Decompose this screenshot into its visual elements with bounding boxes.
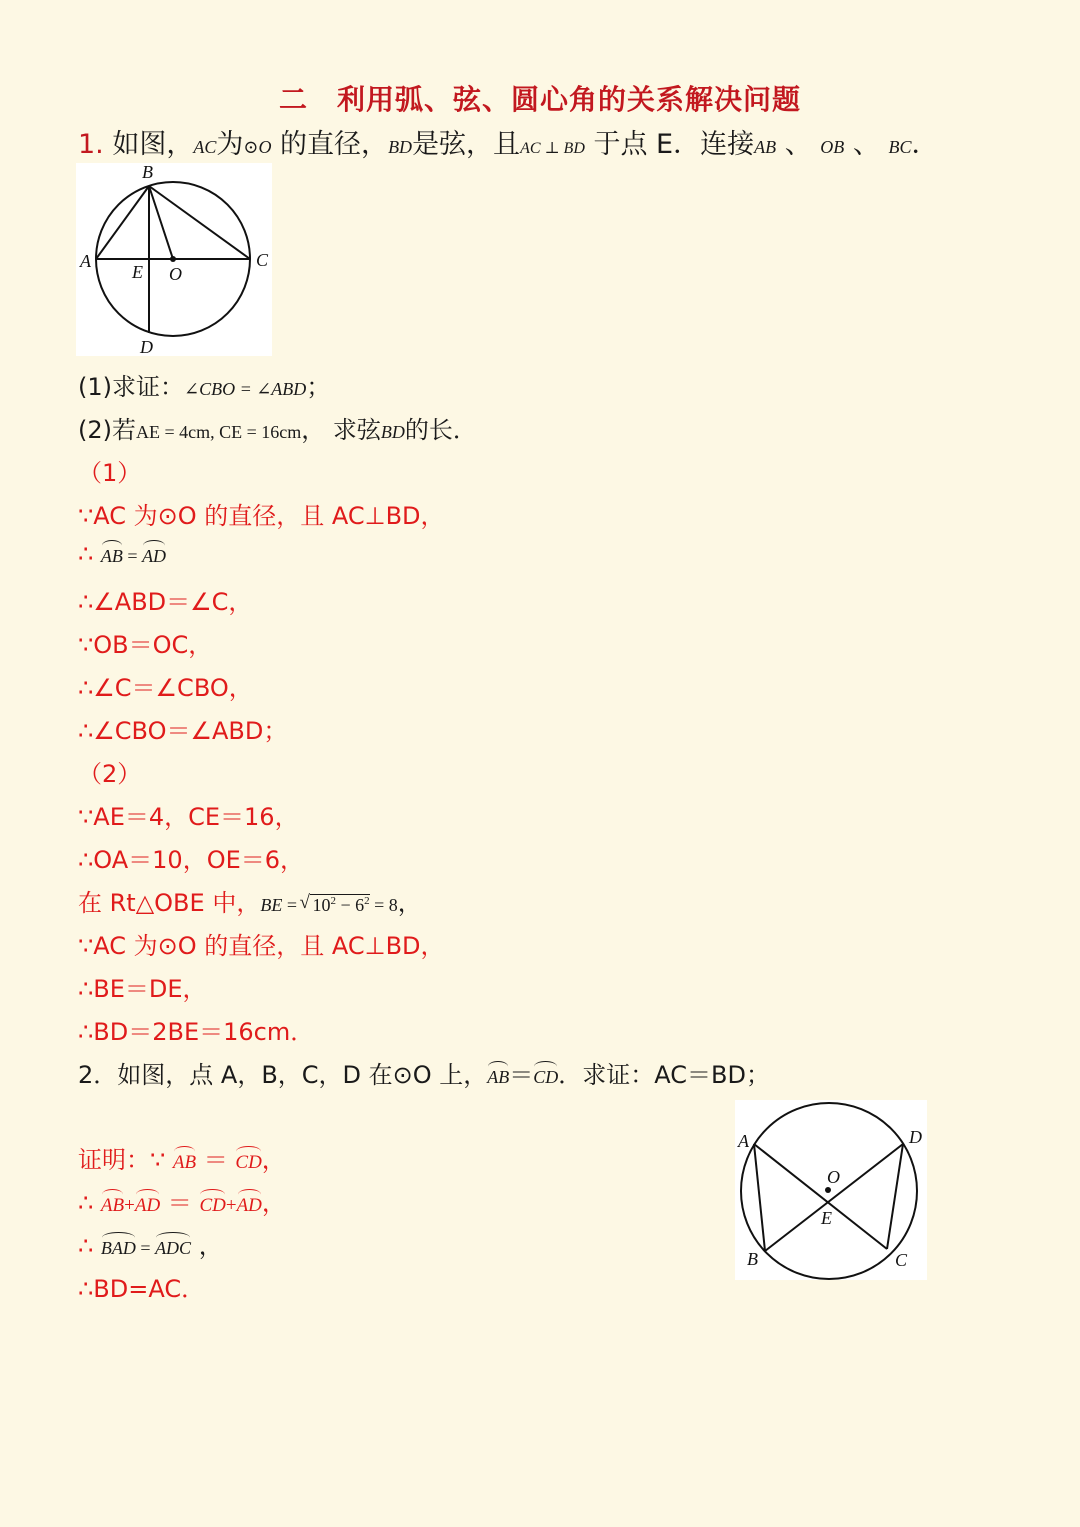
q1-statement — [78, 122, 938, 161]
fig1-label-e: E — [132, 262, 143, 282]
sol2-l1-prefix: 证明：∵ — [78, 1146, 173, 1174]
q1-number: 1. — [78, 129, 104, 160]
q2-text-a: 2．如图，点 A，B，C，D 在⊙O 上， — [78, 1061, 488, 1089]
q2-arc-ab: AB — [487, 1067, 510, 1087]
sol1-l9-eq: = — [282, 895, 302, 915]
figure-2-svg — [735, 1100, 927, 1280]
figure-1-svg — [76, 163, 272, 356]
sol1-line-5: ∴∠C＝∠CBO， — [78, 674, 253, 702]
q1-part1-end: ； — [306, 373, 331, 401]
sol1-line-4: ∵OB＝OC， — [78, 631, 213, 659]
sol1-l2-arc-ab: AB — [100, 546, 123, 566]
q1-ac: AC — [193, 137, 217, 157]
sol2-l1-end: ， — [261, 1146, 286, 1174]
q1-sep2: 、 — [844, 129, 889, 160]
sol1-l2-arc-ad: AD — [142, 546, 167, 566]
sol2-l2-end: ， — [261, 1189, 286, 1217]
fig1-line-bc — [149, 186, 250, 259]
q1-part2-math: AE = 4cm, CE = 16cm — [136, 422, 302, 442]
sol1-l2-prefix: ∴ — [78, 540, 101, 568]
fig2-label-c: C — [895, 1250, 908, 1270]
q1-part1-label: (1)求证： — [78, 373, 184, 401]
q1-end: ． — [911, 129, 939, 160]
fig2-line-bd — [765, 1144, 903, 1251]
sol2-l3-eq: = — [135, 1238, 156, 1258]
q1-text-a: 如图， — [103, 129, 194, 160]
fig2-label-a: A — [738, 1131, 749, 1151]
sol1-l9-rad: 10 — [312, 895, 331, 915]
q1-text-c: 的直径， — [271, 129, 389, 160]
fig1-line-ab — [96, 186, 149, 259]
fig1-label-b: B — [142, 163, 153, 182]
q1-text-b: 为 — [216, 129, 244, 160]
q1-part1 — [78, 367, 330, 402]
sol2-l2-prefix: ∴ — [78, 1189, 101, 1217]
figure-2 — [735, 1100, 927, 1280]
sol1-line-12: ∴BD＝2BE＝16cm． — [78, 1018, 315, 1046]
fig2-label-o: O — [827, 1167, 840, 1187]
sol1-l9-prefix: 在 Rt△OBE 中， — [78, 889, 261, 917]
sol2-l1-arc-ab: AB — [172, 1152, 197, 1173]
fig1-line-ob — [149, 186, 173, 259]
sol1-line-9 — [78, 883, 422, 918]
page-title: 二 利用弧、弦、圆心角的关系解决问题 — [278, 83, 801, 116]
q1-text-e: 于点 E．连接 — [584, 129, 755, 160]
sol2-l2-plus2: + — [225, 1195, 237, 1216]
q1-circle-o: ⊙O — [243, 137, 272, 157]
q1-part2-label: (2)若 — [78, 416, 136, 444]
q1-part2-text: ， 求弦 — [301, 416, 381, 444]
sol1-l9-be: BE — [260, 895, 283, 915]
sol2-l2-eq: ＝ — [160, 1189, 200, 1217]
sol2-line-3 — [78, 1226, 223, 1261]
sol1-heading-1: （1） — [78, 459, 142, 487]
sol2-l3-end: ， — [191, 1232, 223, 1260]
q1-bd: BD — [388, 137, 413, 157]
sol2-l2-arc-cd: CD — [199, 1195, 226, 1216]
q1-text-d: 是弦，且 — [412, 129, 521, 160]
sol1-l2-eq: = — [122, 546, 143, 566]
fig2-label-b: B — [747, 1249, 758, 1269]
sol2-l3-arc-bad: BAD — [100, 1238, 136, 1258]
sol1-heading-2: （2） — [78, 760, 142, 788]
q1-ac-perp-bd: AC ⊥ BD — [520, 140, 585, 157]
fig1-label-c: C — [256, 250, 269, 270]
fig1-label-a: A — [80, 251, 91, 271]
sol2-l1-eq: ＝ — [196, 1146, 236, 1174]
q2-text-b: ．求证：AC＝BD； — [558, 1061, 770, 1089]
sol1-line-6: ∴∠CBO＝∠ABD； — [78, 717, 288, 745]
q1-part2 — [78, 410, 477, 445]
figure-1 — [76, 163, 272, 356]
sol2-l3-arc-adc: ADC — [155, 1238, 192, 1258]
sol1-line-8: ∴OA＝10，OE＝6， — [78, 846, 305, 874]
fig2-label-d: D — [909, 1127, 922, 1147]
sol1-line-3: ∴∠ABD＝∠C， — [78, 588, 253, 616]
sol2-line-2 — [78, 1183, 286, 1218]
sol2-l2-arc-ad1: AD — [134, 1195, 161, 1216]
sol2-l2-arc-ab: AB — [100, 1195, 125, 1216]
q1-part2-end: 的长． — [404, 416, 477, 444]
sol1-line-11: ∴BE＝DE， — [78, 975, 207, 1003]
q1-sep1: 、 — [776, 129, 821, 160]
fig2-line-ac — [754, 1144, 887, 1249]
fig2-label-e: E — [821, 1208, 832, 1228]
sol2-line-4: ∴BD=AC． — [78, 1275, 206, 1303]
sol2-line-1 — [78, 1140, 286, 1175]
q2-statement — [78, 1055, 770, 1090]
sol2-l2-arc-ad2: AD — [236, 1195, 262, 1216]
sol2-l2-plus1: + — [124, 1195, 135, 1216]
sol1-l9-exp2: 2 — [364, 895, 370, 907]
sol2-l1-arc-cd: CD — [235, 1152, 262, 1173]
q1-part2-bd: BD — [380, 422, 405, 442]
fig2-line-ab — [754, 1144, 765, 1251]
fig2-center-dot — [825, 1187, 831, 1193]
sol1-l9-result: = 8 — [369, 895, 398, 915]
q2-arc-cd: CD — [533, 1067, 559, 1087]
q2-eq: ＝ — [509, 1061, 534, 1089]
sol1-l9-end: ， — [397, 889, 422, 917]
fig1-label-o: O — [169, 264, 182, 284]
q1-ab: AB — [754, 137, 777, 157]
sol1-line-1: ∵AC 为⊙O 的直径，且 AC⊥BD， — [78, 502, 445, 530]
sol1-line-10: ∵AC 为⊙O 的直径，且 AC⊥BD， — [78, 932, 445, 960]
sol1-l9-minus: − 6 — [335, 895, 365, 915]
sol1-l9-sqrt — [310, 894, 369, 916]
fig2-line-dc — [887, 1144, 903, 1249]
fig1-center-dot — [170, 256, 176, 262]
sol1-line-7: ∵AE＝4，CE＝16， — [78, 803, 299, 831]
sol1-line-2 — [78, 540, 166, 568]
fig1-label-d: D — [140, 337, 153, 356]
q1-bc: BC — [888, 137, 912, 157]
q1-part1-math: ∠CBO = ∠ABD — [184, 379, 307, 399]
sol2-l3-prefix: ∴ — [78, 1232, 101, 1260]
q1-ob: OB — [820, 137, 845, 157]
sol1-l9-exp1: 2 — [330, 895, 336, 907]
